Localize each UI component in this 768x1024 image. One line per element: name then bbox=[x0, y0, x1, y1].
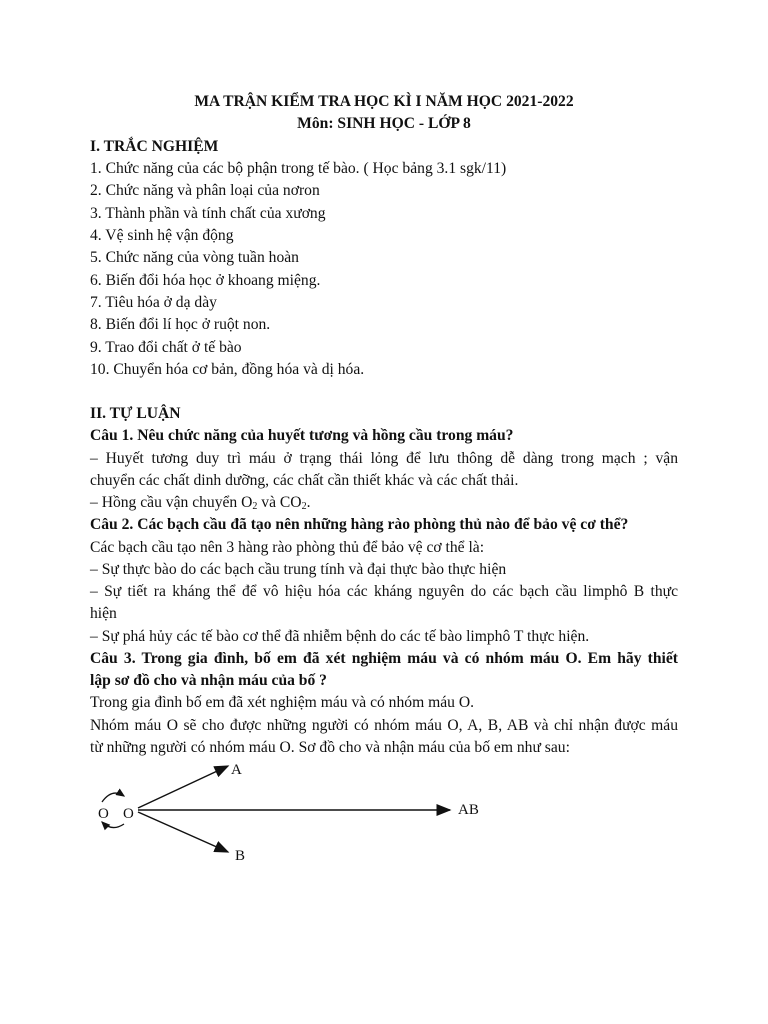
answer-line: Các bạch cầu tạo nên 3 hàng rào phòng thủ để bảo vệ cơ thể là: bbox=[90, 539, 485, 556]
question-2: Câu 2. Các bạch cầu đã tạo nên những hàng rào phòng thủ nào để bảo vệ cơ thể? bbox=[90, 516, 629, 533]
recipient-label-b: B bbox=[235, 848, 246, 864]
answer-line: Trong gia đình bố em đã xét nghiệm máu và có nhóm máu O. bbox=[90, 694, 475, 711]
donor-label-o: O bbox=[98, 806, 109, 822]
question-1: Câu 1. Nêu chức năng của huyết tương và hồng cầu trong máu? bbox=[90, 427, 514, 444]
list-item: 10. Chuyển hóa cơ bản, đồng hóa và dị hóa. bbox=[90, 361, 365, 378]
self-loop-arrow-top bbox=[102, 793, 124, 802]
list-item: 9. Trao đổi chất ở tế bào bbox=[90, 339, 242, 356]
answer-line: từ những người có nhóm máu O. Sơ đồ cho và nhận máu của bố em như sau: bbox=[90, 739, 570, 756]
document-title: MA TRẬN KIỂM TRA HỌC KÌ I NĂM HỌC 2021-2022 bbox=[194, 93, 574, 110]
section-heading-part2: II. TỰ LUẬN bbox=[90, 405, 181, 422]
recipient-label-a: A bbox=[231, 762, 242, 778]
arrow-to-a bbox=[138, 766, 228, 808]
question-3-continued: lập sơ đồ cho và nhận máu của bố ? bbox=[90, 672, 327, 689]
section-heading-part1: I. TRẮC NGHIỆM bbox=[90, 138, 219, 155]
recipient-label-ab: AB bbox=[458, 802, 479, 818]
donor-label-o-self: O bbox=[123, 806, 134, 822]
list-item: 5. Chức năng của vòng tuần hoàn bbox=[90, 249, 299, 266]
answer-line: – Huyết tương duy trì máu ở trạng thái lỏng để lưu thông dễ dàng trong mạch ; vận bbox=[90, 450, 678, 467]
arrow-to-b bbox=[138, 812, 228, 852]
document-subject: Môn: SINH HỌC - LỚP 8 bbox=[297, 115, 471, 132]
answer-line: Nhóm máu O sẽ cho được những người có nhóm máu O, A, B, AB và chỉ nhận được máu bbox=[90, 717, 678, 734]
self-loop-arrow-bottom bbox=[102, 822, 124, 828]
list-item: 3. Thành phần và tính chất của xương bbox=[90, 205, 326, 222]
list-item: 2. Chức năng và phân loại của nơron bbox=[90, 182, 320, 199]
blood-donation-diagram bbox=[90, 758, 490, 870]
question-3: Câu 3. Trong gia đình, bố em đã xét nghiệm máu và có nhóm máu O. Em hãy thiết bbox=[90, 650, 678, 667]
list-item: 6. Biến đổi hóa học ở khoang miệng. bbox=[90, 272, 321, 289]
list-item: 1. Chức năng của các bộ phận trong tế bào. ( Học bảng 3.1 sgk/11) bbox=[90, 160, 507, 177]
answer-line: hiện bbox=[90, 605, 117, 622]
list-item: 7. Tiêu hóa ở dạ dày bbox=[90, 294, 217, 311]
list-item: 4. Vệ sinh hệ vận động bbox=[90, 227, 234, 244]
answer-line: – Sự phá hủy các tế bào cơ thể đã nhiễm bệnh do các tế bào limphô T thực hiện. bbox=[90, 628, 590, 645]
diagram-arrows bbox=[90, 758, 490, 870]
answer-line: – Hồng cầu vận chuyển $O_2$ và $CO_2$. bbox=[90, 494, 311, 512]
answer-line: – Sự tiết ra kháng thể để vô hiệu hóa các kháng nguyên do các bạch cầu limphô B thực bbox=[90, 583, 678, 600]
answer-line: – Sự thực bào do các bạch cầu trung tính và đại thực bào thực hiện bbox=[90, 561, 507, 578]
answer-line: chuyển các chất dinh dưỡng, các chất cần thiết khác và các chất thải. bbox=[90, 472, 519, 489]
list-item: 8. Biến đổi lí học ở ruột non. bbox=[90, 316, 271, 333]
